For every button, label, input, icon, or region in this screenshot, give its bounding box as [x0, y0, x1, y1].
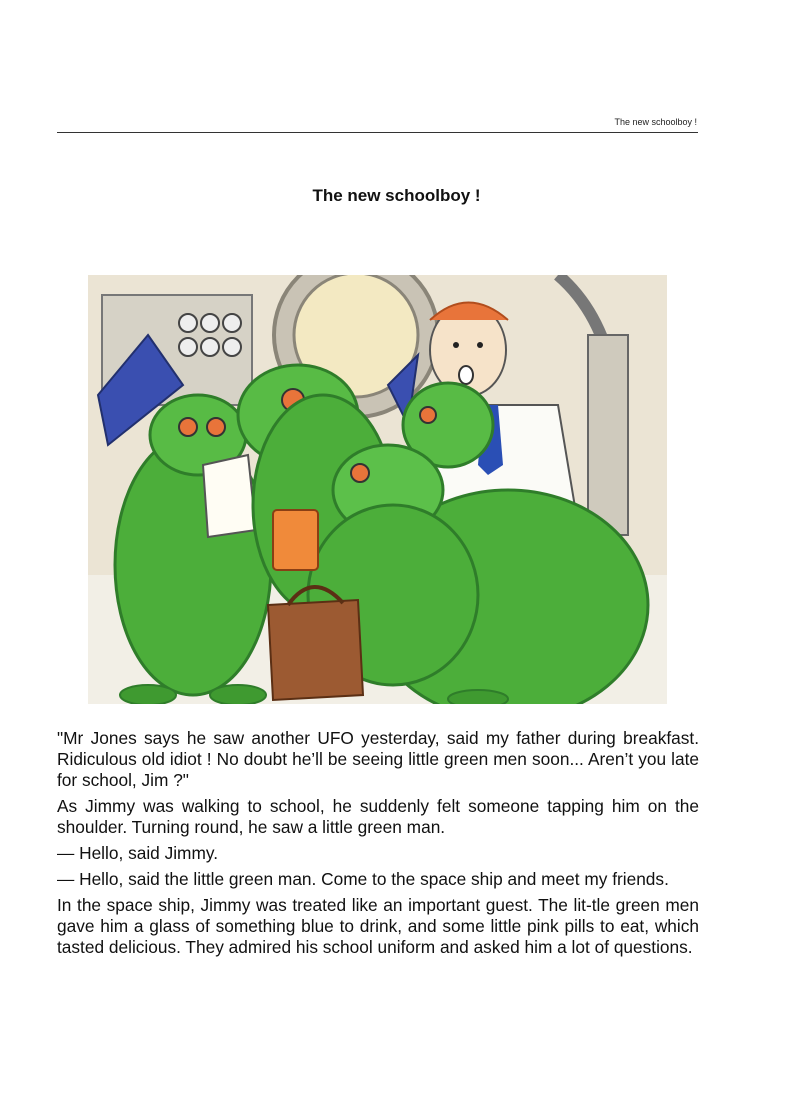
story-text	[57, 728, 699, 963]
paragraph-1: "Mr Jones says he saw another UFO yesterday, said my father during breakfast. Ridiculous old idiot ! No doubt he’ll be seeing little green men soon... Aren’t you late for school, Jim ?"	[57, 728, 699, 790]
header-rule	[57, 132, 698, 133]
illustration-drawing	[88, 275, 667, 704]
paragraph-3: — Hello, said Jimmy.	[57, 843, 218, 863]
paragraph-5: In the space ship, Jimmy was treated like an important guest. The lit-tle green men gave him a glass of something blue to drink, and some little pink pills to eat, which tasted delicious. They admired his school uniform and asked him a lot of questions.	[57, 895, 699, 957]
paragraph-4: — Hello, said the little green man. Come to the space ship and meet my friends.	[57, 869, 669, 889]
alien-illustration	[88, 275, 667, 704]
page-title: The new schoolboy !	[312, 186, 481, 205]
paragraph-2: As Jimmy was walking to school, he suddenly felt someone tapping him on the shoulder. Turning round, he saw a little green man.	[57, 796, 699, 837]
running-header: The new schoolboy !	[614, 117, 697, 127]
